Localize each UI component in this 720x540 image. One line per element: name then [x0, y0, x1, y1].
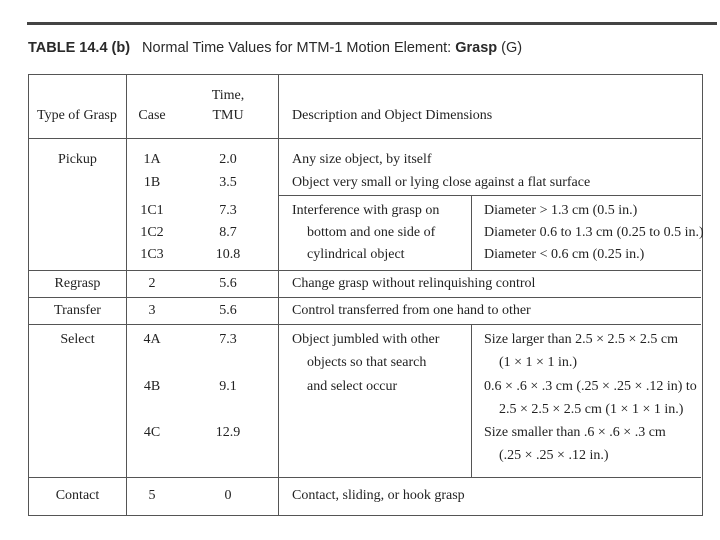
time-2: 5.6 [219, 276, 237, 291]
header-type-of-grasp: Type of Grasp [37, 108, 117, 123]
desc-1c-line1: Interference with grasp on [292, 203, 440, 218]
time-1c1: 7.3 [219, 203, 237, 218]
dims-4a-line2: (1 × 1 × 1 in.) [499, 355, 578, 370]
header-time: Time, [211, 88, 245, 103]
dims-1c1: Diameter > 1.3 cm (0.5 in.) [484, 203, 638, 218]
time-4c: 12.9 [215, 425, 241, 440]
case-5: 5 [148, 488, 156, 503]
dims-1c3: Diameter < 0.6 cm (0.25 in.) [484, 247, 645, 262]
col-divider-dims-1c [471, 195, 472, 270]
desc-contact: Contact, sliding, or hook grasp [292, 488, 465, 503]
desc-1b: Object very small or lying close against a flat surface [292, 175, 591, 190]
row-divider-select [29, 477, 701, 478]
time-1b: 3.5 [219, 175, 237, 190]
case-1c2: 1C2 [140, 225, 164, 240]
time-4a: 7.3 [219, 332, 237, 347]
row-divider-pickup [29, 270, 701, 271]
time-5: 0 [224, 488, 232, 503]
type-transfer: Transfer [54, 303, 101, 318]
case-2: 2 [148, 276, 156, 291]
dims-4c-line1: Size smaller than .6 × .6 × .3 cm [484, 425, 666, 440]
desc-1c-line3: cylindrical object [307, 247, 405, 262]
header-divider [29, 138, 701, 139]
row-divider-transfer [29, 324, 701, 325]
table-number: TABLE 14.4 (b) [28, 40, 131, 56]
case-1c3: 1C3 [140, 247, 164, 262]
case-3: 3 [148, 303, 156, 318]
grasp-table [28, 74, 703, 516]
col-divider-type [126, 75, 127, 515]
time-1c3: 10.8 [215, 247, 241, 262]
element-name: Grasp [455, 40, 498, 56]
type-pickup: Pickup [58, 152, 97, 167]
case-4c: 4C [143, 425, 161, 440]
col-divider-time [278, 75, 279, 515]
col-divider-dims-select [471, 324, 472, 477]
type-regrasp: Regrasp [54, 276, 101, 291]
row-divider-regrasp [29, 297, 701, 298]
desc-select-line1: Object jumbled with other [292, 332, 440, 347]
top-rule [27, 22, 717, 25]
table-title: Normal Time Values for MTM-1 Motion Element: [142, 40, 456, 56]
desc-select-line3: and select occur [307, 379, 398, 394]
time-1a: 2.0 [219, 152, 237, 167]
desc-select-line2: objects so that search [307, 355, 427, 370]
desc-regrasp: Change grasp without relinquishing control [292, 276, 536, 291]
desc-1c-line2: bottom and one side of [307, 225, 436, 240]
header-tmu: TMU [212, 108, 244, 123]
desc-transfer: Control transferred from one hand to other [292, 303, 531, 318]
type-select: Select [60, 332, 95, 347]
dims-4a-line1: Size larger than 2.5 × 2.5 × 2.5 cm [484, 332, 678, 347]
dims-4b-line2: 2.5 × 2.5 × 2.5 cm (1 × 1 × 1 in.) [499, 402, 684, 417]
dims-1c2: Diameter 0.6 to 1.3 cm (0.25 to 0.5 in.) [484, 225, 704, 240]
dims-4b-line1: 0.6 × .6 × .3 cm (.25 × .25 × .12 in) to [484, 379, 697, 394]
time-3: 5.6 [219, 303, 237, 318]
header-description: Description and Object Dimensions [292, 108, 493, 123]
case-4a: 4A [143, 332, 161, 347]
case-1a: 1A [143, 152, 161, 167]
case-1b: 1B [143, 175, 161, 190]
table-caption [28, 40, 522, 56]
time-1c2: 8.7 [219, 225, 237, 240]
header-case: Case [138, 108, 166, 123]
dims-4c-line2: (.25 × .25 × .12 in.) [499, 448, 609, 463]
case-4b: 4B [143, 379, 161, 394]
element-symbol: (G) [501, 40, 523, 56]
time-4b: 9.1 [219, 379, 237, 394]
case-1c1: 1C1 [140, 203, 164, 218]
subrow-divider-1c [278, 195, 701, 196]
type-contact: Contact [55, 488, 100, 503]
desc-1a: Any size object, by itself [292, 152, 432, 167]
